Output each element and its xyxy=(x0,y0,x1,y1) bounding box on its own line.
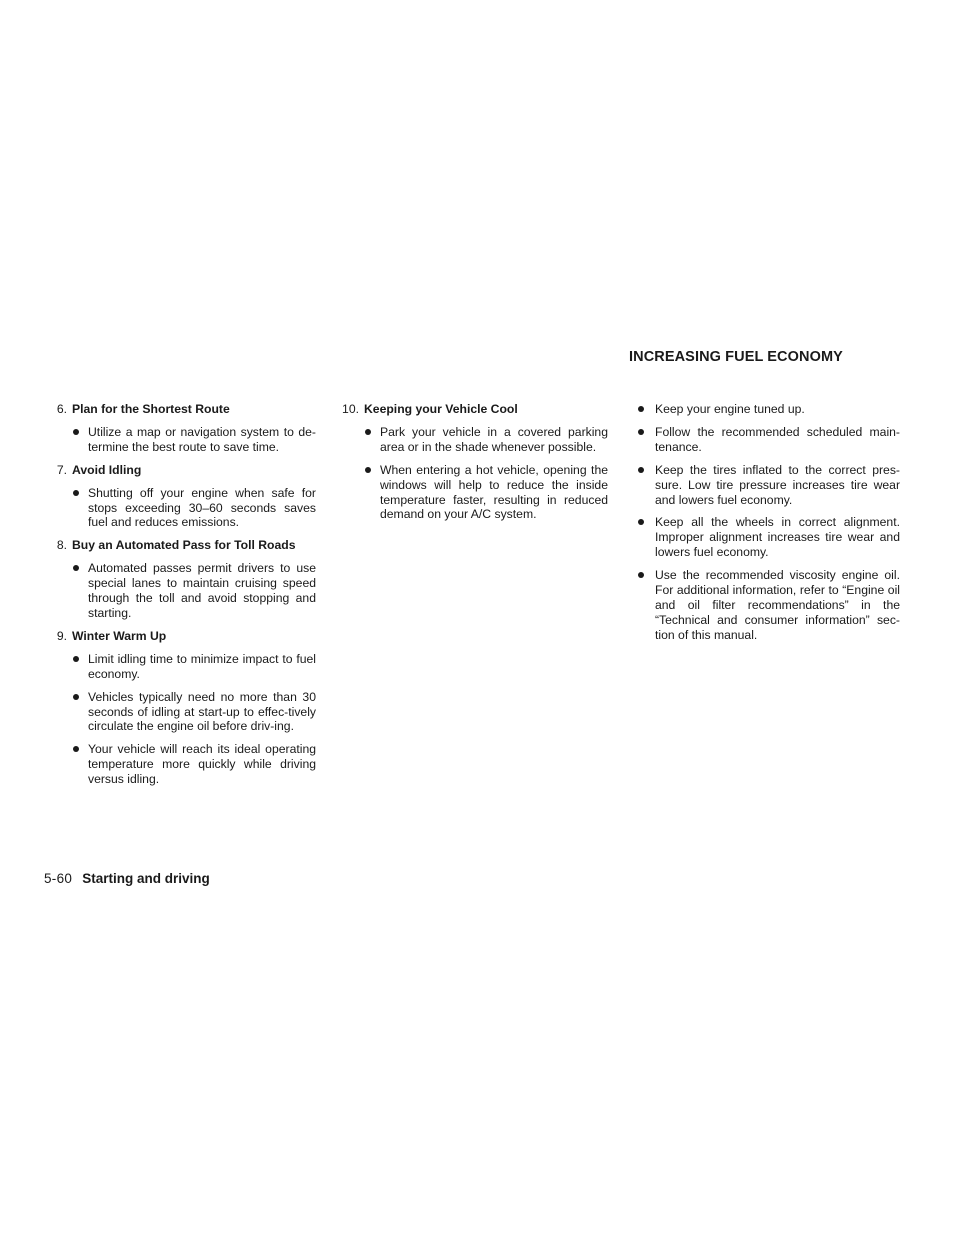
bullet-item xyxy=(627,402,900,417)
bullet-text: Your vehicle will reach its ideal operating temperature more quickly while driving versus idling. xyxy=(88,742,316,787)
bullet-item xyxy=(44,742,316,787)
item-title: Plan for the Shortest Route xyxy=(72,402,230,416)
bullet-text: Utilize a map or navigation system to de-termine the best route to save time. xyxy=(88,424,316,454)
bullet-icon xyxy=(44,425,88,455)
page-footer xyxy=(44,871,210,886)
bullet-text: Keep the tires inflated to the correct pres-sure. Low tire pressure increases tire wear and lowers fuel economy. xyxy=(655,462,900,507)
bullet-item xyxy=(627,515,900,560)
bullet-item xyxy=(44,652,316,682)
bullet-text: Keep all the wheels in correct alignment. Improper alignment increases tire wear and lowers fuel economy. xyxy=(655,515,900,560)
bullet-icon xyxy=(44,652,88,682)
item-title: Winter Warm Up xyxy=(72,628,167,643)
bullet-item xyxy=(44,486,316,531)
item-title: Avoid Idling xyxy=(72,462,142,477)
bullet-icon xyxy=(336,463,380,523)
bullet-text: Follow the recommended scheduled main-tenance. xyxy=(655,424,900,454)
general-tips-list xyxy=(627,402,900,643)
bullet-icon xyxy=(627,568,655,643)
item-10 xyxy=(336,402,608,522)
item-number: 9. xyxy=(56,628,67,643)
item-8 xyxy=(44,538,316,621)
section-title: INCREASING FUEL ECONOMY xyxy=(629,349,843,365)
bullet-item xyxy=(336,463,608,523)
bullet-icon xyxy=(44,561,88,621)
bullet-icon xyxy=(44,690,88,735)
bullet-item xyxy=(336,425,608,455)
item-title: Keeping your Vehicle Cool xyxy=(364,402,518,416)
bullet-icon xyxy=(627,515,655,560)
bullet-text: Automated passes permit drivers to use special lanes to maintain cruising speed through the toll and avoid stopping and starting. xyxy=(88,561,316,620)
bullet-text: Keep your engine tuned up. xyxy=(655,402,805,416)
item-title: Buy an Automated Pass for Toll Roads xyxy=(72,538,296,553)
chapter-title: Starting and driving xyxy=(82,871,210,886)
bullet-icon xyxy=(44,742,88,787)
bullet-icon xyxy=(627,463,655,508)
bullet-icon xyxy=(44,486,88,531)
bullet-text: Use the recommended viscosity engine oil. For additional information, refer to “Engine oil and oil filter recommendations” in the “Technical and consumer information” sec-tion of this manual. xyxy=(655,568,900,642)
column-middle xyxy=(336,402,608,530)
bullet-text: Vehicles typically need no more than 30 seconds of idling at start-up to effec-tively circulate the engine oil before driv-ing. xyxy=(88,689,316,734)
item-9 xyxy=(44,629,316,787)
bullet-item xyxy=(44,425,316,455)
page-number: 5-60 xyxy=(44,871,73,886)
bullet-item xyxy=(44,561,316,621)
item-number: 7. xyxy=(56,462,67,477)
bullet-item xyxy=(44,690,316,735)
bullet-text: When entering a hot vehicle, opening the windows will help to reduce the inside temperature faster, resulting in reduced demand on your A/C system. xyxy=(380,462,608,522)
bullet-icon xyxy=(336,425,380,455)
bullet-text: Park your vehicle in a covered parking area or in the shade whenever possible. xyxy=(380,424,608,454)
bullet-item xyxy=(627,425,900,455)
bullet-text: Shutting off your engine when safe for stops exceeding 30–60 seconds saves fuel and reduces emissions. xyxy=(88,485,316,530)
item-number: 8. xyxy=(56,538,67,553)
column-left xyxy=(44,402,316,795)
column-right xyxy=(627,402,900,651)
item-7 xyxy=(44,463,316,531)
bullet-icon xyxy=(627,425,655,455)
bullet-icon xyxy=(627,402,655,417)
bullet-item xyxy=(627,568,900,643)
item-6 xyxy=(44,402,316,455)
bullet-item xyxy=(627,463,900,508)
bullet-text: Limit idling time to minimize impact to fuel economy. xyxy=(88,651,316,681)
item-number: 10. xyxy=(342,402,359,416)
item-number: 6. xyxy=(56,402,67,416)
